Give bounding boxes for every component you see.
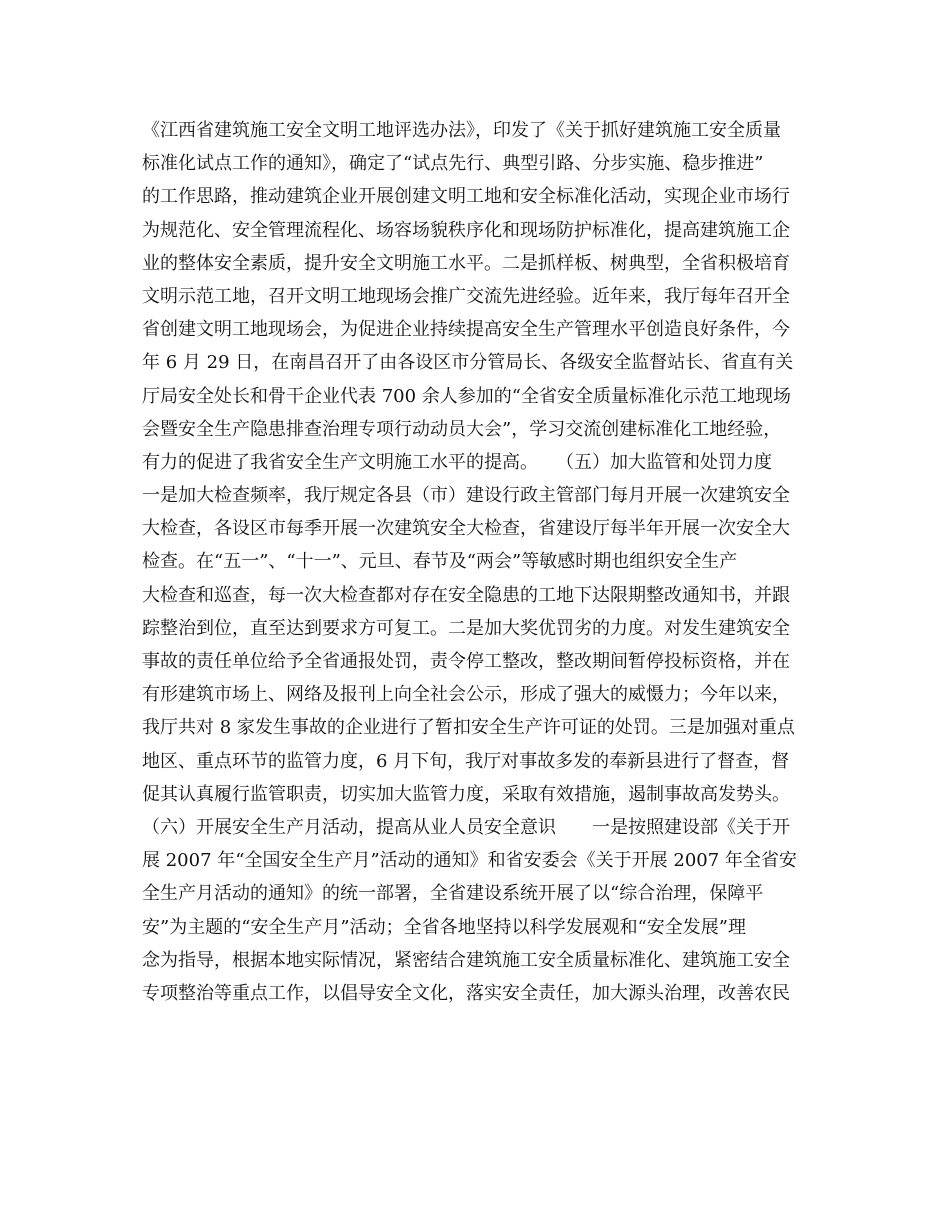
text-line: （六）开展安全生产月活动，提高从业人员安全意识 一是按照建设部《关于开 [142, 816, 790, 838]
text-line: 省创建文明工地现场会，为促进企业持续提高安全生产管理水平创造良好条件，今 [142, 319, 790, 341]
text-line: 全生产月活动的通知》的统一部署，全省建设系统开展了以“综合治理，保障平 [142, 883, 764, 905]
text-line: 展 2007 年“全国安全生产月”活动的通知》和省安委会《关于开展 2007 年全省安 [142, 850, 797, 872]
text-line: 踪整治到位，直至达到要求方可复工。二是加大奖优罚劣的力度。对发生建筑安全 [142, 617, 790, 639]
text-line: 《江西省建筑施工安全文明工地评选办法》，印发了《关于抓好建筑施工安全质量 [142, 120, 781, 141]
body-text [142, 114, 822, 1010]
text-line: 业的整体安全素质，提升安全文明施工水平。二是抓样板、树典型，全省积极培育 [142, 252, 790, 274]
text-line: 的工作思路，推动建筑企业开展创建文明工地和安全标准化活动，实现企业市场行 [142, 186, 790, 208]
text-line: 安”为主题的“安全生产月”活动；全省各地坚持以科学发展观和“安全发展”理 [142, 916, 747, 938]
text-line: 年 6 月 29 日，在南昌召开了由各设区市分管局长、各级安全监督站长、省直有关 [142, 352, 794, 374]
text-line: 事故的责任单位给予全省通报处罚，责令停工整改，整改期间暂停投标资格，并在 [142, 651, 790, 672]
text-line: 会暨安全生产隐患排查治理专项行动动员大会”，学习交流创建标准化工地经验， [142, 418, 782, 440]
text-line: 一是加大检查频率，我厅规定各县（市）建设行政主管部门每月开展一次建筑安全 [142, 485, 790, 507]
text-line: 大检查，各设区市每季开展一次建筑安全大检查，省建设厅每半年开展一次安全大 [142, 518, 790, 540]
text-line: 有形建筑市场上、网络及报刊上向全社会公示，形成了强大的威慑力；今年以来， [142, 684, 790, 706]
text-line: 念为指导，根据本地实际情况，紧密结合建筑施工安全质量标准化、建筑施工安全 [142, 949, 790, 971]
text-line: 文明示范工地，召开文明工地现场会推广交流先进经验。近年来，我厅每年召开全 [142, 285, 790, 307]
text-line: 有力的促进了我省安全生产文明施工水平的提高。 （五）加大监管和处罚力度 [142, 451, 772, 473]
text-line: 专项整治等重点工作，以倡导安全文化，落实安全责任，加大源头治理，改善农民 [142, 982, 790, 1004]
text-line: 为规范化、安全管理流程化、场容场貌秩序化和现场防护标准化，提高建筑施工企 [142, 219, 790, 241]
text-line: 标准化试点工作的通知》，确定了“试点先行、典型引路、分步实施、稳步推进” [142, 153, 764, 175]
text-line: 促其认真履行监管职责，切实加大监管力度，采取有效措施，遏制事故高发势头。 [142, 783, 790, 805]
text-line: 我厅共对 8 家发生事故的企业进行了暂扣安全生产许可证的处罚。三是加强对重点 [142, 717, 795, 739]
text-line: 大检查和巡查，每一次大检查都对存在安全隐患的工地下达限期整改通知书，并跟 [142, 584, 790, 606]
text-line: 检查。在“五一”、“十一”、元旦、春节及“两会”等敏感时期也组织安全生产 [142, 551, 738, 573]
text-line: 地区、重点环节的监管力度，6 月下旬，我厅对事故多发的奉新县进行了督查，督 [142, 750, 790, 772]
text-line: 厅局安全处长和骨干企业代表 700 余人参加的“全省安全质量标准化示范工地现场 [142, 385, 791, 407]
